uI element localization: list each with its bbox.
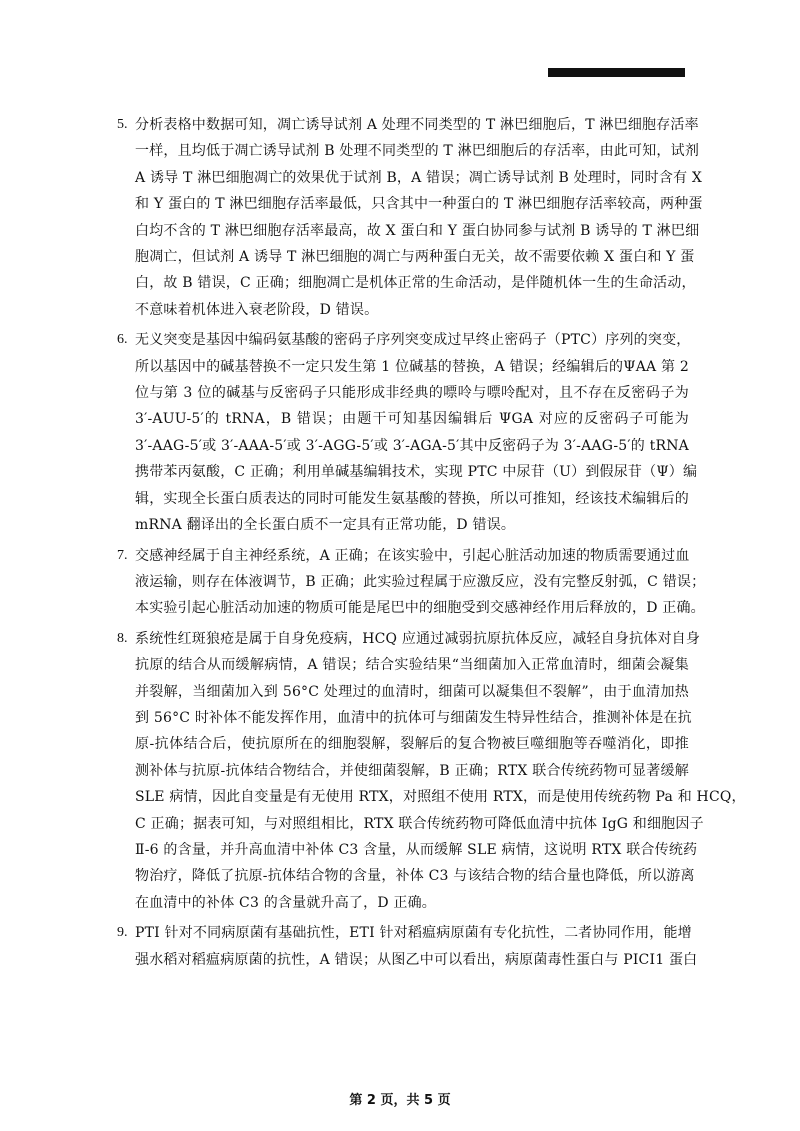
- answer-text-line: 测补体与抗原-抗体结合物结合，并使细菌裂解，B 正确；RTX 联合传统药物可显著缓解: [135, 762, 689, 779]
- answer-item: [117, 626, 746, 916]
- answer-number: 9.: [117, 925, 128, 941]
- answer-text-line: 3′-AUU-5′的 tRNA，B 错误；由题干可知基因编辑后 ΨGA 对应的反密码子可能为: [135, 411, 689, 428]
- answer-number: 8.: [117, 630, 128, 646]
- answer-text-line: 分析表格中数据可知，凋亡诱导试剂 A 处理不同类型的 T 淋巴细胞后，T 淋巴细胞存活率: [135, 117, 699, 133]
- answer-item: [117, 920, 698, 973]
- answer-text-line: 位与第 3 位的碱基与反密码子只能形成非经典的嘌呤与嘌呤配对，且不存在反密码子为: [135, 385, 689, 402]
- answer-item: [117, 327, 698, 538]
- answer-text-line: 辑，实现全长蛋白质表达的同时可能发生氨基酸的替换，所以可推知，经该技术编辑后的: [135, 490, 689, 507]
- answer-text-line: 白，故 B 错误，C 正确；细胞凋亡是机体正常的生命活动，是伴随机体一生的生命活动，: [135, 275, 696, 292]
- answer-text-line: 液运输，则存在体液调节，B 正确；此实验过程属于应激反应，没有完整反射弧，C 错误；: [135, 573, 706, 590]
- page-number: 第 2 页，共 5 页: [349, 1093, 451, 1108]
- header-bar: [548, 68, 685, 77]
- answer-text-line: SLE 病情，因此自变量是有无使用 RTX，对照组不使用 RTX，而是使用传统药物 Pa 和 HCQ，: [135, 789, 746, 806]
- answer-text-line: 强水稻对稻瘟病原菌的抗性，A 错误；从图乙中可以看出，病原菌毒性蛋白与 PICI1 蛋白: [135, 951, 698, 968]
- answer-text-line: 本实验引起心脏活动加速的物质可能是尾巴中的细胞受到交感神经作用后释放的，D 正确。: [135, 600, 705, 617]
- answer-text-line: 一样，且均低于凋亡诱导试剂 B 处理不同类型的 T 淋巴细胞后的存活率，由此可知，试剂: [135, 143, 700, 160]
- answer-text-line: 白均不含的 T 淋巴细胞存活率最高，故 X 蛋白和 Y 蛋白协同参与试剂 B 诱导的 T 淋巴细: [135, 222, 700, 239]
- answer-text-line: 原-抗体结合后，使抗原所在的细胞裂解，裂解后的复合物被巨噬细胞等吞噬消化，即推: [135, 736, 689, 753]
- answer-text-line: 抗原的结合从而缓解病情，A 错误；结合实验结果“当细菌加入正常血清时，细菌会凝集: [135, 657, 689, 674]
- answer-text-line: PTI 针对不同病原菌有基础抗性，ETI 针对稻瘟病原菌有专化抗性，二者协同作用，能增: [135, 925, 692, 942]
- answer-text-line: 在血清中的补体 C3 的含量就升高了，D 正确。: [135, 894, 436, 911]
- answer-text-line: Ⅱ-6 的含量，并升高血清中补体 C3 含量，从而缓解 SLE 病情，这说明 RTX 联合传统药: [135, 841, 698, 858]
- answer-text-line: 系统性红斑狼疮是属于自身免疫病，HCQ 应通过减弱抗原抗体反应，减轻自身抗体对自身: [135, 630, 701, 647]
- answer-number: 7.: [117, 547, 128, 563]
- answer-text-line: 不意味着机体进入衰老阶段，D 错误。: [135, 301, 379, 318]
- answer-text-line: 物治疗，降低了抗原-抗体结合物的含量，补体 C3 与该结合物的结合量也降低，所以游离: [135, 868, 695, 885]
- answer-text-line: mRNA 翻译出的全长蛋白质不一定具有正常功能，D 错误。: [135, 517, 516, 534]
- answer-list: [117, 112, 746, 977]
- answer-text-line: 无义突变是基因中编码氨基酸的密码子序列突变成过早终止密码子（PTC）序列的突变，: [135, 332, 691, 349]
- answer-number: 5.: [117, 117, 128, 132]
- answer-text-line: 所以基因中的碱基替换不一定只发生第 1 位碱基的替换，A 错误；经编辑后的ΨAA 第 2: [135, 358, 689, 375]
- answer-text-line: 携带苯丙氨酸，C 正确；利用单碱基编辑技术，实现 PTC 中尿苷（U）到假尿苷（Ψ）编: [135, 464, 698, 481]
- answer-item: [117, 112, 703, 323]
- answer-number: 6.: [117, 332, 128, 348]
- answer-text-line: 3′-AAG-5′或 3′-AAA-5′或 3′-AGG-5′或 3′-AGA-5′其中反密码子为 3′-AAG-5′的 tRNA: [135, 437, 689, 454]
- answer-text-line: 到 56°C 时补体不能发挥作用，血清中的抗体可与细菌发生特异性结合，推测补体是在抗: [135, 709, 692, 726]
- answer-text-line: A 诱导 T 淋巴细胞凋亡的效果优于试剂 B，A 错误；凋亡诱导试剂 B 处理时，同时含有 X: [135, 169, 703, 186]
- answer-text-line: 胞凋亡，但试剂 A 诱导 T 淋巴细胞的凋亡与两种蛋白无关，故不需要依赖 X 蛋白和 Y 蛋: [135, 249, 695, 266]
- answer-text-line: 交感神经属于自主神经系统，A 正确；在该实验中，引起心脏活动加速的物质需要通过血: [135, 547, 690, 564]
- answer-text-line: C 正确；据表可知，与对照组相比，RTX 联合传统药物可降低血清中抗体 IgG 和细胞因子: [135, 815, 704, 832]
- answer-item: [117, 543, 706, 622]
- answer-text-line: 并裂解，当细菌加入到 56°C 处理过的血清时，细菌可以凝集但不裂解”，由于血清加热: [135, 683, 689, 700]
- answer-text-line: 和 Y 蛋白的 T 淋巴细胞存活率最低，只含其中一种蛋白的 T 淋巴细胞存活率较高，两种蛋: [135, 196, 703, 213]
